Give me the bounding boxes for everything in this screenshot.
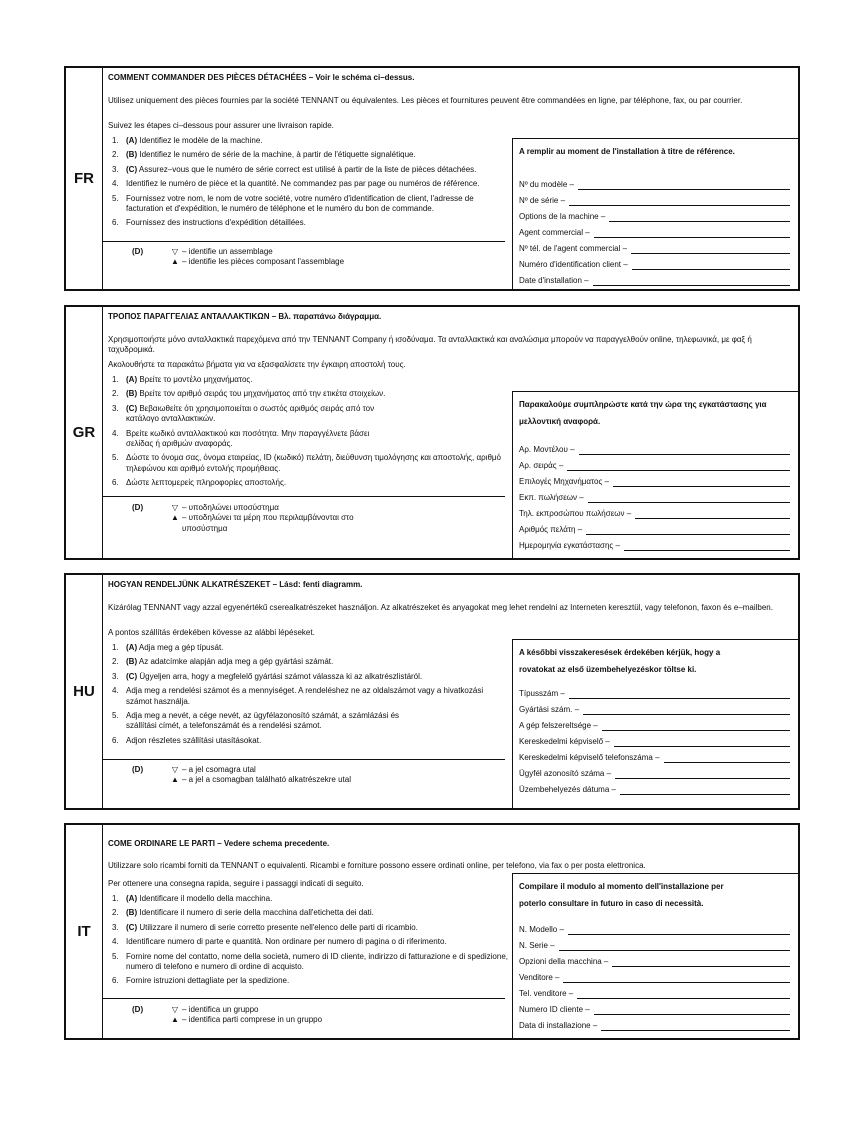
steps-lead: Per ottenere una consegna rapida, seguire i passaggi indicati di seguito.: [108, 879, 364, 888]
step-item: 2. (B) Identifiez le numéro de série de la machine, à partir de l'étiquette signalétique.: [112, 150, 416, 160]
step-item: 6. Fournissez des instructions d'expédition détaillées.: [112, 218, 306, 228]
step-item: 5. Δώστε το όνομα σας, όνομα εταιρείας, ID (κωδικό) πελάτη, διεύθυνση τιμολόγησης και αποστολής, αριθμό τηλεφώνου και αριθμό εντολής προμήθειας.: [112, 453, 501, 473]
intro-text: Utilizzare solo ricambi forniti da TENNANT o equivalenti. Ricambi e forniture possono essere ordinati online, per telefono, via fax o per posta elettronica.: [108, 861, 646, 870]
legend: (D) ▽ – a jel csomagra utal ▲ – a jel a csomagban található alkatrészekre utal: [132, 765, 351, 785]
filled-triangle-icon: ▲: [171, 257, 179, 267]
options-field[interactable]: Options de la machine –: [519, 212, 790, 222]
serial-field[interactable]: Gyártási szám. –: [519, 705, 790, 715]
step-item: 1. (A) Identifiez le modèle de la machine.: [112, 136, 263, 145]
legend: (D) ▽ – υποδηλώνει υποσύστημα ▲ – υποδηλώνει τα μέρη που περιλαμβάνονται στο υποσύστημα: [132, 503, 354, 533]
reference-box: [512, 639, 798, 808]
section-title: ΤΡΟΠΟΣ ΠΑΡΑΓΓΕΛΙΑΣ ΑΝΤΑΛΛΑΚΤΙΚΩΝ – Βλ. παραπάνω διάγραμμα.: [108, 312, 382, 321]
section-title: HOGYAN RENDELJÜNK ALKATRÉSZEKET – Lásd: fenti diagramm.: [108, 580, 363, 589]
steps-list: [112, 136, 510, 229]
reference-box: [512, 391, 798, 558]
install-date-field[interactable]: Ημερομηνία εγκατάστασης –: [519, 541, 790, 551]
install-date-field[interactable]: Data di installazione –: [519, 1021, 790, 1031]
reference-heading: Compilare il modulo al momento dell'installazione per poterlo consultare in futuro in caso di necessità.: [519, 882, 724, 908]
customer-id-field[interactable]: Ügyfél azonosító száma –: [519, 769, 790, 779]
language-code: GR: [66, 307, 103, 558]
step-item: 4. Identificare numero di parte e quantità. Non ordinare per numero di pagina o di riferimento.: [112, 937, 447, 947]
options-field[interactable]: Επιλογές Μηχανήματος –: [519, 477, 790, 487]
filled-triangle-icon: ▲: [171, 1015, 179, 1025]
step-item: 2. (B) Identificare il numero di serie della macchina dall'etichetta dei dati.: [112, 908, 374, 918]
step-item: 1. (A) Βρείτε το μοντέλο μηχανήματος.: [112, 375, 253, 384]
sales-rep-field[interactable]: Agent commercial –: [519, 228, 790, 238]
steps-lead: Suivez les étapes ci–dessous pour assurer une livraison rapide.: [108, 121, 334, 130]
steps-lead: A pontos szállítás érdekében kövesse az alábbi lépéseket.: [108, 628, 315, 637]
step-item: 6. Fornire istruzioni dettagliate per la spedizione.: [112, 976, 290, 986]
step-item: 5. Fournissez votre nom, le nom de votre société, votre numéro d'identification de client, l'adresse de facturation et d'expédition, le numéro de téléphone et le numéro du bon de commande.: [112, 193, 474, 213]
step-item: 1. (A) Identificare il modello della macchina.: [112, 894, 273, 903]
step-item: 4. Βρείτε κωδικό ανταλλακτικού και ποσότητα. Μην παραγγέλνετε βάσει σελίδας ή αριθμών αναφοράς.: [112, 428, 370, 448]
sales-rep-phone-field[interactable]: Nº tél. de l'agent commercial –: [519, 244, 790, 254]
section-title: COMMENT COMMANDER DES PIÈCES DÉTACHÉES – Voir le schéma ci–dessus.: [108, 73, 415, 82]
filled-triangle-icon: ▲: [171, 513, 179, 523]
language-code: FR: [66, 68, 103, 289]
step-item: 3. (C) Utilizzare il numero di serie corretto presente nell'elenco delle parti di ricambio.: [112, 922, 418, 932]
serial-field[interactable]: Nº de série –: [519, 196, 790, 206]
install-date-field[interactable]: Üzembehelyezés dátuma –: [519, 785, 790, 795]
outline-triangle-icon: ▽: [171, 765, 179, 774]
step-item: 3. (C) Ügyeljen arra, hogy a megfelelő gyártási számot válassza ki az alkatrészlistáról.: [112, 671, 423, 681]
sales-rep-field[interactable]: Venditore –: [519, 973, 790, 983]
step-item: 4. Adja meg a rendelési számot és a mennyiséget. A rendeléshez ne az oldalszámot vagy a hivatkozási számot használja.: [112, 686, 484, 706]
language-code: HU: [66, 575, 103, 808]
reference-heading: Παρακαλούμε συμπληρώστε κατά την ώρα της εγκατάστασης για μελλοντική αναφορά.: [519, 400, 767, 426]
options-field[interactable]: A gép felszereltsége –: [519, 721, 790, 731]
customer-id-field[interactable]: Αριθμός πελάτη –: [519, 525, 790, 535]
steps-list: [112, 375, 510, 489]
step-item: 6. Δώστε λεπτομερείς πληροφορίες αποστολής.: [112, 478, 287, 488]
outline-triangle-icon: ▽: [171, 1005, 179, 1014]
section-fr: [64, 66, 800, 291]
step-item: 5. Adja meg a nevét, a cége nevét, az ügyfélazonosító számát, a számlázási és szállítási címét, a telefonszámát és a rendelési számot.: [112, 710, 400, 731]
intro-text: Kizárólag TENNANT vagy azzal egyenértékű cserealkatrészeket használjon. Az alkatrészeket és anyagokat meg lehet rendelni az Interneten keresztül, vagy telefonon, faxon és e–mailben.: [108, 603, 773, 612]
sales-rep-phone-field[interactable]: Τηλ. εκπροσώπου πωλήσεων –: [519, 509, 790, 519]
reference-box: [512, 873, 798, 1038]
step-item: 3. (C) Assurez–vous que le numéro de série correct est utilisé à partir de la liste de pièces détachées.: [112, 164, 477, 174]
install-date-field[interactable]: Date d'installation –: [519, 276, 790, 286]
step-item: 5. Fornire nome del contatto, nome della società, numero di ID cliente, indirizzo di fatturazione e di spedizione, numero di telefono e numero di ordine di acquisto.: [112, 951, 508, 971]
section-it: [64, 823, 800, 1040]
outline-triangle-icon: ▽: [171, 247, 179, 256]
reference-heading: A remplir au moment de l'installation à titre de référence.: [519, 147, 735, 156]
model-field[interactable]: Αρ. Μοντέλου –: [519, 445, 790, 455]
options-field[interactable]: Opzioni della macchina –: [519, 957, 790, 967]
legend: (D) ▽ – identifica un gruppo ▲ – identifica parti comprese in un gruppo: [132, 1005, 323, 1025]
step-item: 6. Adjon részletes szállítási utasításokat.: [112, 735, 262, 745]
model-field[interactable]: Nº du modèle –: [519, 180, 790, 190]
reference-box: [512, 138, 798, 289]
model-field[interactable]: Típusszám –: [519, 689, 790, 699]
section-gr: [64, 305, 800, 560]
steps-lead: Ακολουθήστε τα παρακάτω βήματα για να εξασφαλίσετε την έγκαιρη αποστολή τους.: [108, 360, 406, 369]
section-hu: [64, 573, 800, 810]
divider: [102, 241, 505, 242]
step-item: 2. (B) Βρείτε τον αριθμό σειράς του μηχανήματος από την ετικέτα στοιχείων.: [112, 389, 386, 399]
outline-triangle-icon: ▽: [171, 503, 179, 512]
sales-rep-field[interactable]: Kereskedelmi képviselő –: [519, 737, 790, 747]
customer-id-field[interactable]: Numéro d'identification client –: [519, 260, 790, 270]
sales-rep-field[interactable]: Εκπ. πωλήσεων –: [519, 493, 790, 503]
divider: [102, 496, 505, 497]
serial-field[interactable]: N. Serie –: [519, 941, 790, 951]
section-title: COME ORDINARE LE PARTI – Vedere schema precedente.: [108, 839, 330, 848]
divider: [102, 998, 505, 999]
divider: [102, 759, 505, 760]
customer-id-field[interactable]: Numero ID cliente –: [519, 1005, 790, 1015]
language-code: IT: [66, 825, 103, 1038]
reference-heading: A későbbi visszakeresések érdekében kérjük, hogy a rovatokat az első üzembehelyezéskor töltse ki.: [519, 648, 721, 674]
steps-list: [112, 894, 510, 987]
step-item: 4. Identifiez le numéro de pièce et la quantité. Ne commandez pas par page ou numéros de référence.: [112, 179, 480, 189]
filled-triangle-icon: ▲: [171, 775, 179, 785]
step-item: 3. (C) Βεβαιωθείτε ότι χρησιμοποιείται ο σωστός αριθμός σειράς από τον κατάλογο ανταλλακτικών.: [112, 403, 375, 424]
legend: (D) ▽ – identifie un assemblage ▲ – identifie les pièces composant l'assemblage: [132, 247, 345, 267]
step-item: 2. (B) Az adatcímke alapján adja meg a gép gyártási számát.: [112, 657, 334, 667]
steps-list: [112, 643, 510, 746]
step-item: 1. (A) Adja meg a gép típusát.: [112, 643, 224, 652]
model-field[interactable]: N. Modello –: [519, 925, 790, 935]
intro-text: Utilisez uniquement des pièces fournies par la société TENNANT ou équivalentes. Les pièces et fournitures peuvent être commandées en ligne, par téléphone, fax, ou par courrier.: [108, 96, 743, 105]
sales-rep-phone-field[interactable]: Tel. venditore –: [519, 989, 790, 999]
serial-field[interactable]: Αρ. σειράς –: [519, 461, 790, 471]
sales-rep-phone-field[interactable]: Kereskedelmi képviselő telefonszáma –: [519, 753, 790, 763]
intro-text: Χρησιμοποιήστε μόνο ανταλλακτικά παρεχόμενα από την TENNANT Company ή ισοδύναμα. Τα ανταλλακτικά και αναλώσιμα μπορούν να παραγγελθούν online, τηλεφωνικά, με φαξ ή ταχυδρομικά.: [108, 335, 752, 355]
